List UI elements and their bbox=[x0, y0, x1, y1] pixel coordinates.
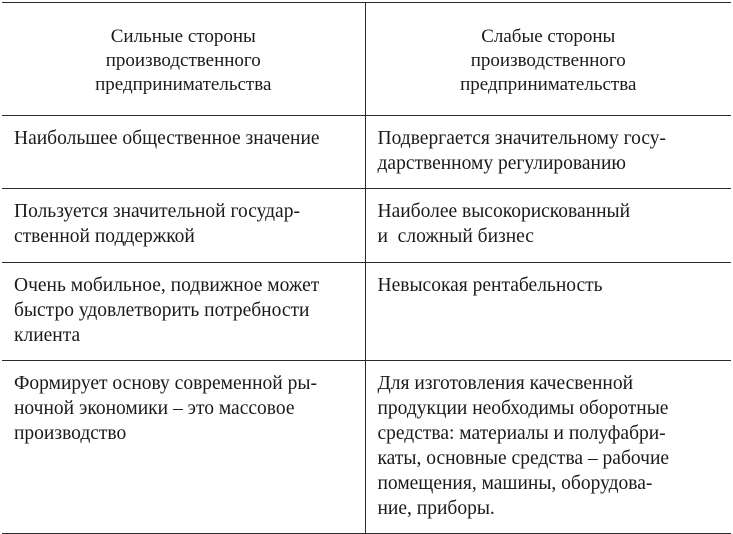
header-weaknesses-line-2: производственного bbox=[470, 50, 626, 71]
weakness-cell bbox=[365, 263, 731, 361]
strength-line: производство bbox=[14, 423, 127, 444]
table-row bbox=[2, 263, 731, 361]
strength-cell bbox=[2, 116, 365, 189]
strength-line: Пользуется значительной государ- bbox=[14, 201, 300, 222]
strength-cell bbox=[2, 189, 365, 263]
table-row bbox=[2, 361, 731, 534]
table-row bbox=[2, 116, 731, 189]
weakness-line: дарственному регулированию bbox=[377, 153, 626, 174]
header-strengths-line-3: предпринимательства bbox=[95, 74, 272, 95]
strength-line: ственной поддержкой bbox=[14, 226, 195, 247]
weakness-cell bbox=[365, 189, 731, 263]
weakness-line: помещения, машины, оборудова- bbox=[377, 473, 653, 494]
weakness-line: Подвергается значительному госу- bbox=[377, 128, 666, 149]
strength-line: быстро удовлетворить потребности bbox=[14, 300, 310, 321]
strength-cell bbox=[2, 361, 365, 534]
strength-line: ночной экономики – это массовое bbox=[14, 398, 295, 419]
weakness-line: Для изготовления качесвенной bbox=[377, 373, 634, 394]
weakness-line: ние, приборы. bbox=[377, 498, 495, 519]
strength-line: Наибольшее общественное значение bbox=[14, 128, 320, 149]
weakness-line: продукции необходимы оборотные bbox=[377, 398, 669, 419]
header-strengths bbox=[2, 3, 365, 116]
weakness-line: Невысокая рентабельность bbox=[377, 275, 603, 296]
weakness-line: Наиболее высокорискованный bbox=[377, 201, 631, 222]
weakness-cell bbox=[365, 116, 731, 189]
comparison-table bbox=[2, 2, 731, 534]
header-row bbox=[2, 3, 731, 116]
weakness-line: средства: материалы и полуфабри- bbox=[377, 423, 666, 444]
header-strengths-line-2: производственного bbox=[105, 50, 261, 71]
header-weaknesses-line-3: предпринимательства bbox=[460, 74, 637, 95]
header-weaknesses-line-1: Слабые стороны bbox=[481, 26, 616, 47]
strength-line: Очень мобильное, подвижное может bbox=[14, 275, 320, 296]
weakness-line: каты, основные средства – рабочие bbox=[377, 448, 670, 469]
strength-cell bbox=[2, 263, 365, 361]
table-row bbox=[2, 189, 731, 263]
header-strengths-line-1: Сильные стороны bbox=[110, 26, 256, 47]
weakness-line: и сложный бизнес bbox=[377, 226, 534, 247]
strength-line: клиента bbox=[14, 325, 81, 346]
strength-line: Формирует основу современной ры- bbox=[14, 373, 317, 394]
header-weaknesses bbox=[365, 3, 731, 116]
weakness-cell bbox=[365, 361, 731, 534]
